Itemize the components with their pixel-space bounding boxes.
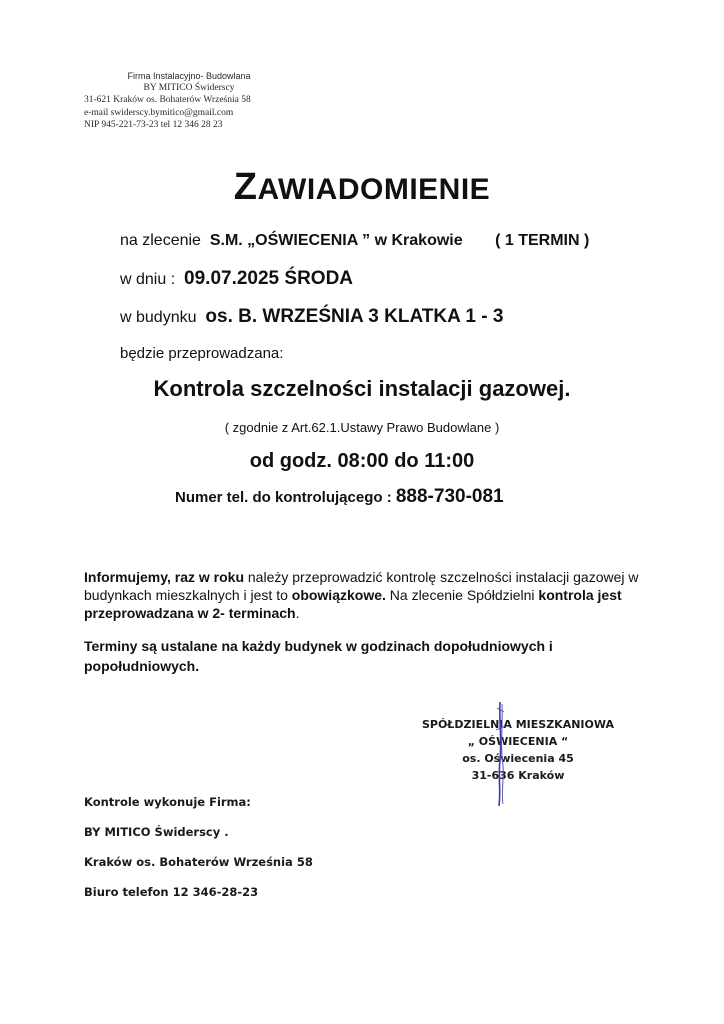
letterhead-address: 31-621 Kraków os. Bohaterów Września 58	[84, 95, 251, 106]
stamp-line-3: os. Oświecenia 45	[462, 752, 574, 765]
info-paragraph	[84, 568, 644, 622]
letterhead-email: e-mail swiderscy.bymitico@gmail.com	[84, 107, 234, 118]
building-value: os. B. WRZEŚNIA 3 KLATKA 1 - 3	[205, 306, 504, 327]
letterhead-line-1: Firma Instalacyjno- Budowlana	[127, 71, 251, 81]
footer-line-2: BY MITICO Świderscy .	[84, 825, 229, 839]
inspection-subject: Kontrola szczelności instalacji gazowej.	[153, 376, 571, 401]
inspector-phone-label: Numer tel. do kontrolującego :	[175, 489, 392, 506]
commission-line	[120, 232, 589, 250]
info-bold-3: kontrola jest przeprowadzana w 2- terminach	[84, 587, 622, 621]
cooperative-stamp	[418, 716, 618, 784]
inspector-phone-line	[175, 486, 504, 508]
footer-line-3: Kraków os. Bohaterów Września 58	[84, 855, 313, 869]
company-letterhead	[84, 70, 294, 131]
schedule-paragraph: Terminy są ustalane na każdy budynek w godzinach dopołudniowych i popołudniowych.	[84, 638, 553, 674]
title-initial: Z	[233, 166, 258, 208]
legal-note: ( zgodnie z Art.62.1.Ustawy Prawo Budowlane )	[224, 420, 500, 435]
date-line	[120, 268, 353, 290]
commission-client: S.M. „OŚWIECENIA ” w Krakowie	[209, 232, 463, 249]
info-bold-2: obowiązkowe.	[291, 587, 386, 603]
letterhead-nip-phone: NIP 945-221-73-23 tel 12 346 28 23	[84, 119, 223, 130]
document-title	[0, 166, 724, 209]
commission-term: ( 1 TERMIN )	[495, 232, 590, 249]
info-text-3: .	[295, 605, 300, 621]
building-label: w budynku	[120, 309, 197, 326]
inspector-phone-number: 888-730-081	[395, 486, 504, 507]
footer-line-4: Biuro telefon 12 346-28-23	[84, 885, 259, 899]
signature-mark	[486, 700, 516, 810]
commission-label: na zlecenie	[120, 232, 201, 249]
will-be-line: będzie przeprowadzana:	[120, 345, 284, 362]
contractor-footer	[84, 794, 313, 914]
building-line	[120, 306, 503, 328]
inspection-hours: od godz. 08:00 do 11:00	[249, 450, 475, 472]
stamp-line-2: „ OŚWIECENIA “	[467, 735, 569, 748]
stamp-line-4: 31-636 Kraków	[471, 769, 565, 782]
info-bold-1: Informujemy, raz w roku	[84, 569, 244, 585]
date-label: w dniu :	[120, 271, 176, 288]
title-rest: AWIADOMIENIE	[257, 173, 491, 206]
info-text-2: Na zlecenie Spółdzielni	[385, 587, 539, 603]
stamp-line-1: SPÓŁDZIELNIA MIESZKANIOWA	[421, 718, 615, 731]
date-value: 09.07.2025 ŚRODA	[184, 268, 354, 289]
footer-line-1: Kontrole wykonuje Firma:	[84, 795, 251, 809]
info-text-1: należy przeprowadzić kontrolę szczelności instalacji gazowej w budynkach mieszkalnych i jest to	[84, 569, 639, 603]
letterhead-line-2: BY MITICO Świdersсy	[143, 83, 235, 94]
